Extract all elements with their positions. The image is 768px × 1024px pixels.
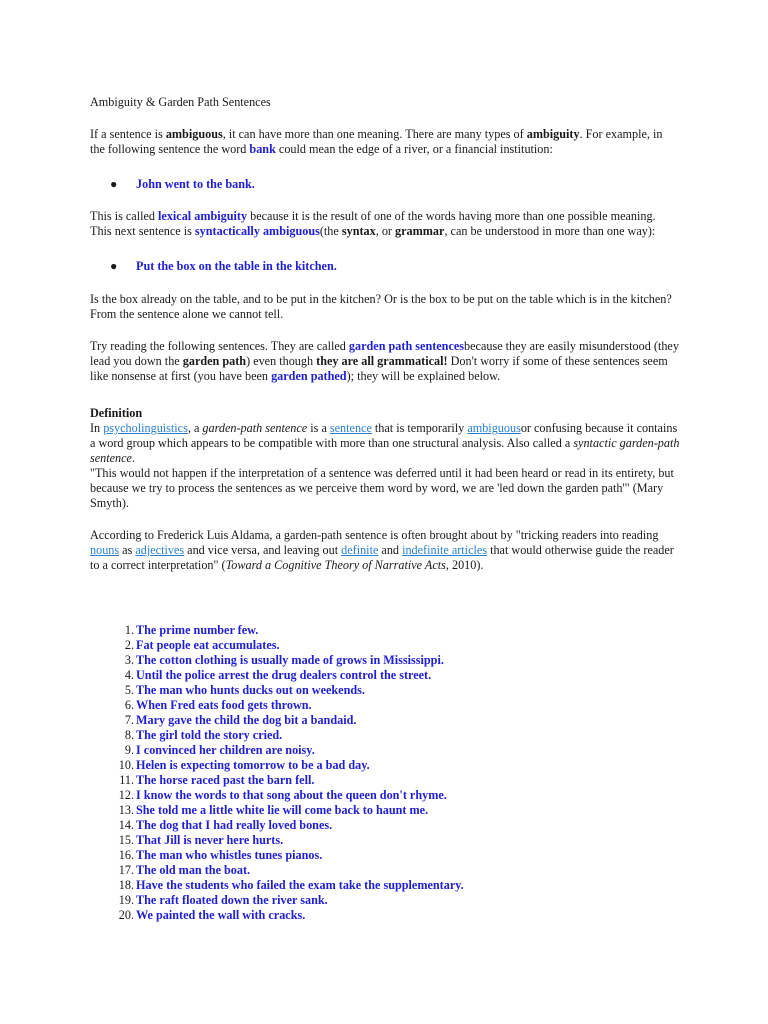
list-item [110,803,429,818]
list-item-number: 10. [118,758,134,772]
aldama-text-6: , 2010). [445,558,484,572]
definition-heading: Definition [90,406,143,420]
list-item [110,668,432,683]
intro-text-3: . For example, in the following sentence the word [90,127,663,156]
list-item-number: 16. [118,848,134,862]
list-item-text: The man who whistles tunes pianos. [136,848,323,862]
intro-text-4: could mean the edge of a river, or a financial institution: [275,142,553,156]
lexical-text-1: This is called [90,209,159,223]
definition-quote: "This would not happen if the interpretation of a sentence was deferred until it had been heard or read in its entirety, but because we try to process the sentences as we perceive them word by word, we are 'led down the garden path'" (Mary Smyth). [90,466,674,510]
link-psycholinguistics[interactable]: psycholinguistics [103,421,188,435]
list-item-text: I convinced her children are noisy. [136,743,315,757]
definition-text-6: . [131,451,136,465]
term-garden-path-sentence: garden-path sentence [202,421,308,435]
list-item-number: 18. [118,878,134,892]
keyword-garden-path-sentences: garden path sentences [348,339,465,353]
keyword-ambiguity: ambiguity [526,127,580,141]
list-item-number: 20. [118,908,134,922]
link-nouns[interactable]: nouns [90,543,120,557]
list-item-number: 14. [118,818,134,832]
aldama-text-2: as [119,543,136,557]
definition-text-1: In [90,421,104,435]
list-item [110,743,315,758]
intro-text-2: , it can have more than one meaning. There are many types of [222,127,527,141]
list-item-number: 1. [124,623,134,637]
page-title: Ambiguity & Garden Path Sentences [90,95,271,109]
lexical-text-5: , can be understood in more than one way): [444,224,656,238]
list-item [110,773,315,788]
list-item-text: Until the police arrest the drug dealers control the street. [136,668,432,682]
definition-text-5: or confusing because it contains a word group which appears to be compatible with more than one structural analysis. Also called a [90,421,678,450]
list-item [110,833,284,848]
link-sentence[interactable]: sentence [329,421,372,435]
list-item-number: 9. [124,743,134,757]
intro-text-1: If a sentence is [90,127,166,141]
lexical-text-3: (the [319,224,342,238]
definition-text-3: is a [307,421,330,435]
list-item-text: She told me a little white lie will come back to haunt me. [136,803,429,817]
keyword-all-grammatical: they are all grammatical! [316,354,448,368]
garden-path-sentence-list [110,623,464,923]
lexical-text-4: , or [375,224,396,238]
lexical-paragraph [90,209,680,239]
list-item-text: The man who hunts ducks out on weekends. [136,683,365,697]
keyword-syntax: syntax [341,224,376,238]
list-item [110,623,259,638]
list-item-number: 2. [124,638,134,652]
aldama-text-3: and vice versa, and leaving out [184,543,342,557]
list-item-number: 19. [118,893,134,907]
list-item-text: Mary gave the child the dog bit a bandaid. [136,713,357,727]
definition-text-2: , a [187,421,203,435]
list-item-number: 8. [124,728,134,742]
aldama-paragraph [90,528,680,573]
link-ambiguous[interactable]: ambiguous [467,421,521,435]
tryit-text-3: ) even though [246,354,317,368]
list-item [110,638,280,653]
list-item [110,653,444,668]
keyword-garden-pathed: garden pathed [271,369,347,383]
tryit-text-2: because they are easily misunderstood (they lead you down the [90,339,679,368]
link-definite[interactable]: definite [341,543,379,557]
list-item-text: That Jill is never here hurts. [136,833,284,847]
tryit-text-5: ); they will be explained below. [346,369,501,383]
list-item-text: The prime number few. [136,623,259,637]
list-item [110,713,357,728]
aldama-text-1: According to Frederick Luis Aldama, a garden-path sentence is often brought about by "tricking readers into reading [90,528,659,542]
tryit-text-1: Try reading the following sentences. They are called [90,339,349,353]
term-syntactic-garden-path-sentence: syntactic garden-path sentence [90,436,680,465]
bullet-text: John went to the bank. [136,177,255,191]
question-paragraph: Is the box already on the table, and to be put in the kitchen? Or is the box to be put on the table which is in the kitchen? From the sentence alone we cannot tell. [90,292,672,321]
aldama-text-4: and [378,543,403,557]
list-item-number: 7. [124,713,134,727]
list-item-number: 11. [119,773,134,787]
list-item-number: 3. [124,653,134,667]
list-item-number: 4. [124,668,134,682]
list-item-number: 5. [124,683,134,697]
keyword-grammar: grammar [395,224,445,238]
list-item-text: The cotton clothing is usually made of grows in Mississippi. [136,653,444,667]
keyword-ambiguous: ambiguous [165,127,223,141]
list-item-text: The old man the boat. [136,863,251,877]
list-item [110,758,370,773]
definition-text-4: that is temporarily [371,421,468,435]
list-item-text: I know the words to that song about the queen don't rhyme. [136,788,447,802]
list-item-text: The raft floated down the river sank. [136,893,328,907]
aldama-text-5: that would otherwise guide the reader to a correct interpretation" ( [90,543,674,572]
list-item-number: 15. [118,833,134,847]
garden-path-paragraph [90,339,680,384]
list-item-number: 17. [118,863,134,877]
book-title: Toward a Cognitive Theory of Narrative Acts [225,558,446,572]
link-adjectives[interactable]: adjectives [135,543,185,557]
keyword-lexical-ambiguity: lexical ambiguity [158,209,248,223]
list-item-text: Fat people eat accumulates. [136,638,280,652]
bullet-text: Put the box on the table in the kitchen. [136,259,337,273]
intro-paragraph [90,127,680,157]
list-item-text: The girl told the story cried. [136,728,283,742]
bullet-icon: ● [110,259,118,273]
tryit-text-4: Don't worry if some of these sentences seem like nonsense at first (you have been [90,354,668,383]
definition-paragraph [90,421,680,466]
list-item [110,698,312,713]
list-item-number: 13. [118,803,134,817]
keyword-garden-path: garden path [182,354,247,368]
list-item-text: Have the students who failed the exam take the supplementary. [136,878,464,892]
list-item [110,878,464,893]
list-item [110,893,328,908]
list-item [110,728,283,743]
list-item-number: 6. [124,698,134,712]
list-item [110,683,365,698]
keyword-syntactically-ambiguous: syntactically ambiguous [194,224,320,238]
list-item [110,788,447,803]
list-item-text: We painted the wall with cracks. [136,908,306,922]
keyword-bank: bank [249,142,276,156]
list-item-text: Helen is expecting tomorrow to be a bad day. [136,758,370,772]
bullet-icon: ● [110,177,118,191]
list-item-number: 12. [118,788,134,802]
list-item [110,818,333,833]
lexical-text-2: because it is the result of one of the words having more than one possible meaning. This next sentence is [90,209,656,238]
list-item [110,848,323,863]
list-item [110,908,306,923]
list-item [110,863,251,878]
link-indefinite-articles[interactable]: indefinite articles [402,543,488,557]
definition-section [90,406,680,511]
list-item-text: When Fred eats food gets thrown. [136,698,312,712]
list-item-text: The dog that I had really loved bones. [136,818,333,832]
list-item-text: The horse raced past the barn fell. [136,773,315,787]
